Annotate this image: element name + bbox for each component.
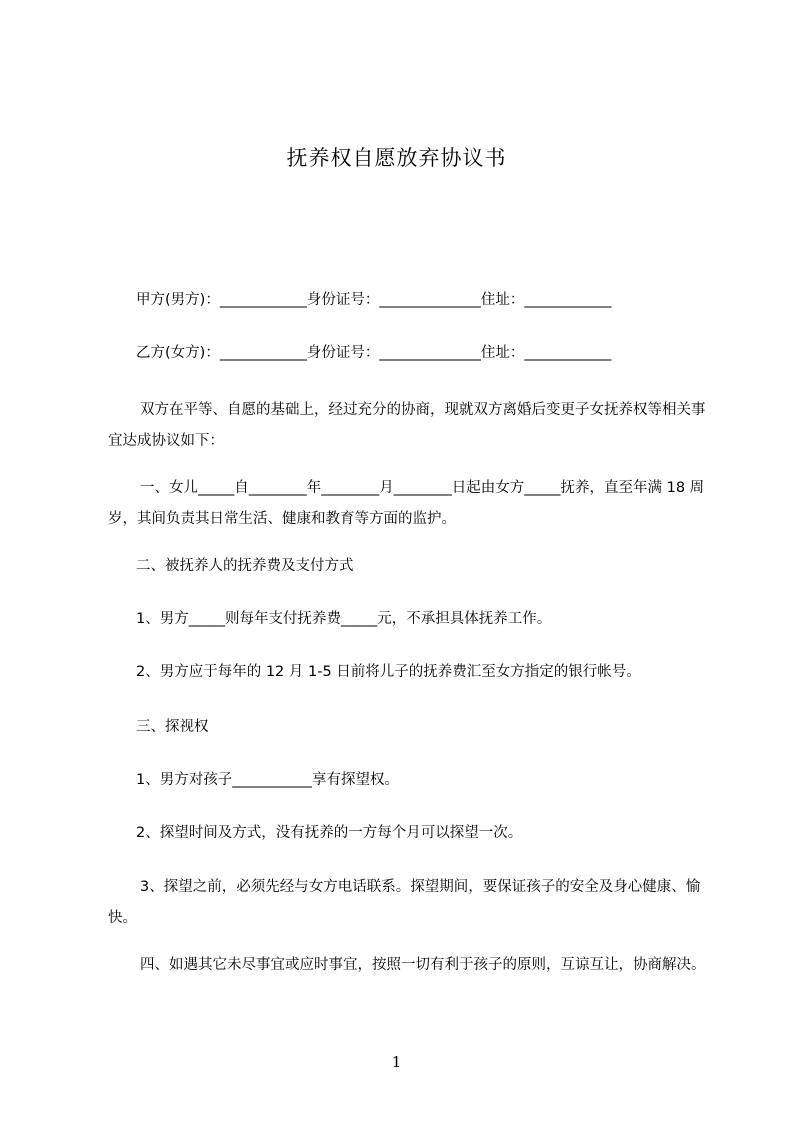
party-a-line: 甲方(男方)：____________身份证号：______________住址：____________ [136,292,612,308]
clause-2-heading: 二、被抚养人的抚养费及支付方式 [136,558,354,574]
clause-3-heading: 三、探视权 [136,719,209,735]
clause-4: 四、如遇其它未尽事宜或应时事宜，按照一切有利于孩子的原则，互谅互让，协商解决。 [140,957,706,973]
clause-1: 一、女儿_____自________年________月________日起由女方_____抚养，直至年满 18 周岁，其间负责其日常生活、健康和教育等方面的监护。 [108,480,705,527]
clause-3-item-3: 3、探望之前，必须先经与女方电话联系。探望期间，要保证孩子的安全及身心健康、愉快。 [108,879,701,926]
clause-3-item-1: 1、男方对孩子___________享有探望权。 [136,772,399,788]
intro-paragraph: 双方在平等、自愿的基础上，经过充分的协商，现就双方离婚后变更子女抚养权等相关事宜达成协议如下： [108,402,706,449]
clause-2-item-2: 2、男方应于每年的 12 月 1-5 日前将儿子的抚养费汇至女方指定的银行帐号。 [136,664,641,680]
clause-3-item-2: 2、探望时间及方式，没有抚养的一方每个月可以探望一次。 [136,825,523,841]
party-b-line: 乙方(女方)：____________身份证号：______________住址：____________ [136,345,612,361]
clause-2-item-1: 1、男方_____则每年支付抚养费_____元，不承担具体抚养工作。 [136,611,552,627]
document-title: 抚养权自愿放弃协议书 [286,146,507,170]
page-number: 1 [391,1053,402,1071]
